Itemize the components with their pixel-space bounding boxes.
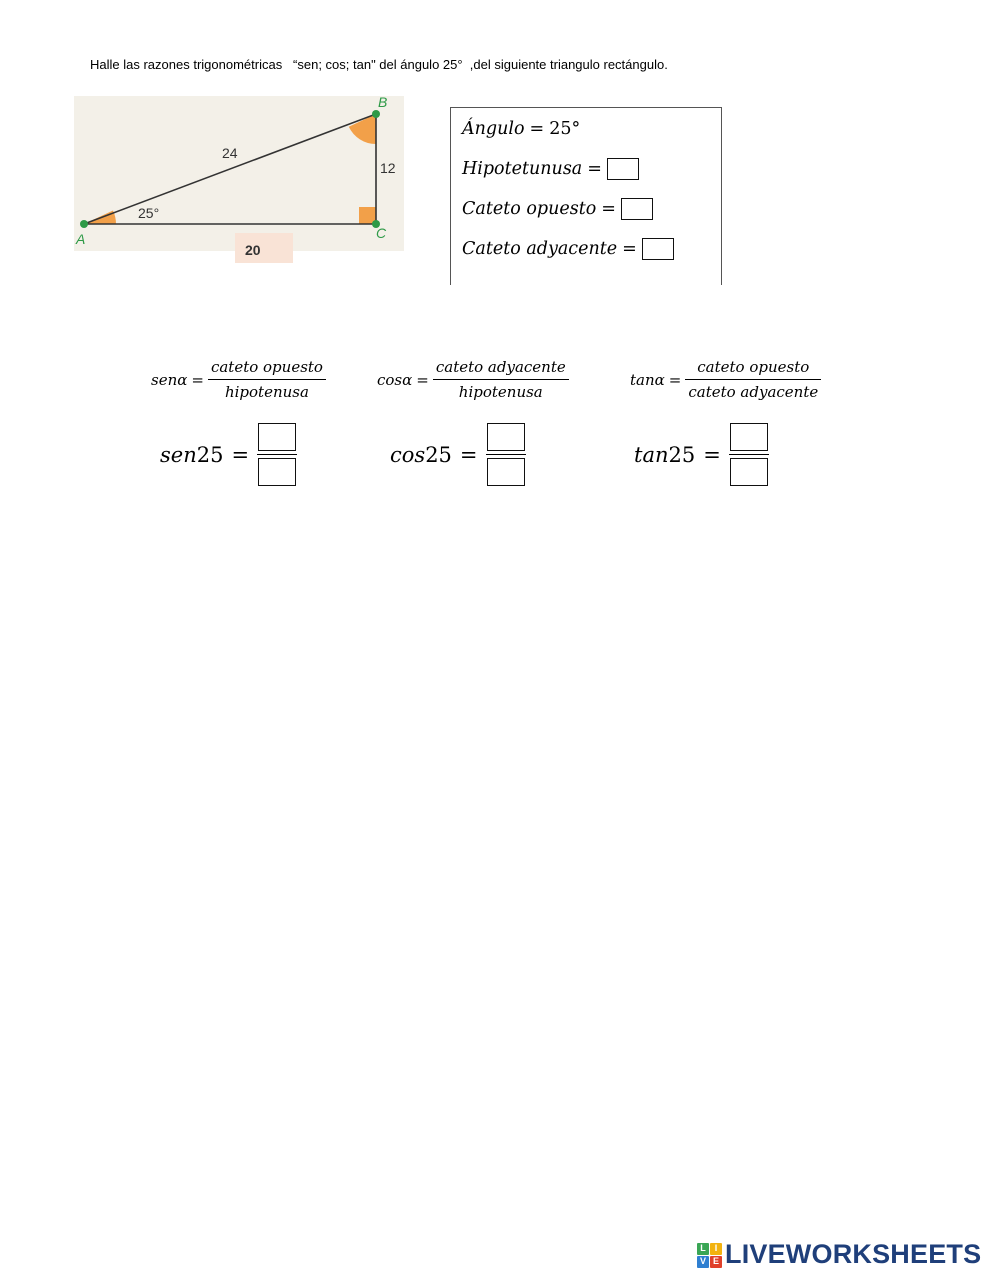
cosine-answer [390,423,526,486]
angle-row-label: Ángulo [462,119,525,139]
sine-answer-fn: sen [160,442,197,467]
sine-definition [151,358,326,401]
tangent-answer [634,423,769,486]
tangent-answer-fraction [729,423,769,486]
tangent-definition-name: tanα [630,370,665,389]
adjacent-length-label: 20 [245,242,261,258]
cosine-definition-fraction [433,358,569,401]
cosine-definition-name: cosα [377,370,413,389]
cosine-denominator-input[interactable] [487,458,525,486]
logo-letter-e: E [710,1256,722,1268]
sine-answer [160,423,297,486]
cosine-numerator: cateto adyacente [435,358,566,376]
cosine-answer-arg: 25 [425,442,452,467]
sine-definition-name: senα [151,370,188,389]
tangent-numerator-input[interactable] [730,423,768,451]
adjacent-label-background [235,233,293,263]
triangle-data-box [450,107,722,285]
adjacent-row-equals: = [622,239,637,259]
cosine-definition [377,358,569,401]
cosine-numerator-input[interactable] [487,423,525,451]
sine-numerator-input[interactable] [258,423,296,451]
instruction-text: Halle las razones trigonométricas “sen; cos; tan" del ángulo 25° ,del siguiente triangulo rectángulo. [90,57,668,72]
sine-denominator: hipotenusa [224,383,309,401]
sine-answer-fraction [257,423,297,486]
liveworksheets-brand [697,1239,981,1270]
opposite-row [462,198,653,220]
logo-letter-l: L [697,1243,709,1255]
hypotenuse-row [462,158,639,180]
adjacent-row [462,238,674,260]
sine-definition-equals: = [191,370,204,389]
fraction-bar [486,454,526,455]
fraction-bar [729,454,769,455]
triangle-diagram [74,94,404,264]
opposite-row-label: Cateto opuesto [462,199,597,219]
tangent-answer-arg: 25 [668,442,696,467]
fraction-bar [257,454,297,455]
tangent-denominator: cateto adyacente [688,383,819,401]
sine-definition-fraction [208,358,326,401]
cosine-definition-equals: = [416,370,429,389]
opposite-length-label: 12 [380,160,396,176]
opposite-answer-box[interactable] [621,198,653,220]
angle-label: 25° [138,205,160,221]
cosine-answer-fn: cos [390,442,426,467]
hypotenuse-answer-box[interactable] [607,158,639,180]
angle-row-equals: = [529,119,545,139]
hypotenuse-row-label: Hipotetunusa [462,159,583,179]
logo-letter-v: V [697,1256,709,1268]
cosine-denominator: hipotenusa [458,383,543,401]
tangent-definition [630,358,821,401]
liveworksheets-logo-icon [697,1243,721,1267]
hypotenuse-row-equals: = [587,159,602,179]
vertex-a-label: A [76,231,86,247]
vertex-c-label: C [376,225,387,241]
tangent-definition-fraction [685,358,821,401]
sine-denominator-input[interactable] [258,458,296,486]
triangle-figure [74,94,404,264]
vertex-b-label: B [378,94,388,110]
vertex-b-dot [372,110,380,118]
cosine-answer-fraction [486,423,526,486]
tangent-numerator: cateto opuesto [697,358,810,376]
angle-row-value: 25° [549,119,581,139]
sine-numerator: cateto opuesto [210,358,323,376]
logo-letter-i: I [710,1243,722,1255]
adjacent-answer-box[interactable] [642,238,674,260]
tangent-answer-equals: = [703,442,721,467]
tangent-definition-equals: = [668,370,682,389]
hypotenuse-length-label: 24 [222,145,238,161]
brand-name: LIVEWORKSHEETS [725,1239,982,1269]
cosine-answer-equals: = [459,442,478,467]
tangent-answer-fn: tan [634,442,669,467]
vertex-a-dot [80,220,88,228]
sine-answer-arg: 25 [196,442,224,467]
adjacent-row-label: Cateto adyacente [462,239,618,259]
tangent-denominator-input[interactable] [730,458,768,486]
opposite-row-equals: = [601,199,616,219]
sine-answer-equals: = [231,442,250,467]
angle-row [462,119,580,139]
figure-background [74,96,404,251]
